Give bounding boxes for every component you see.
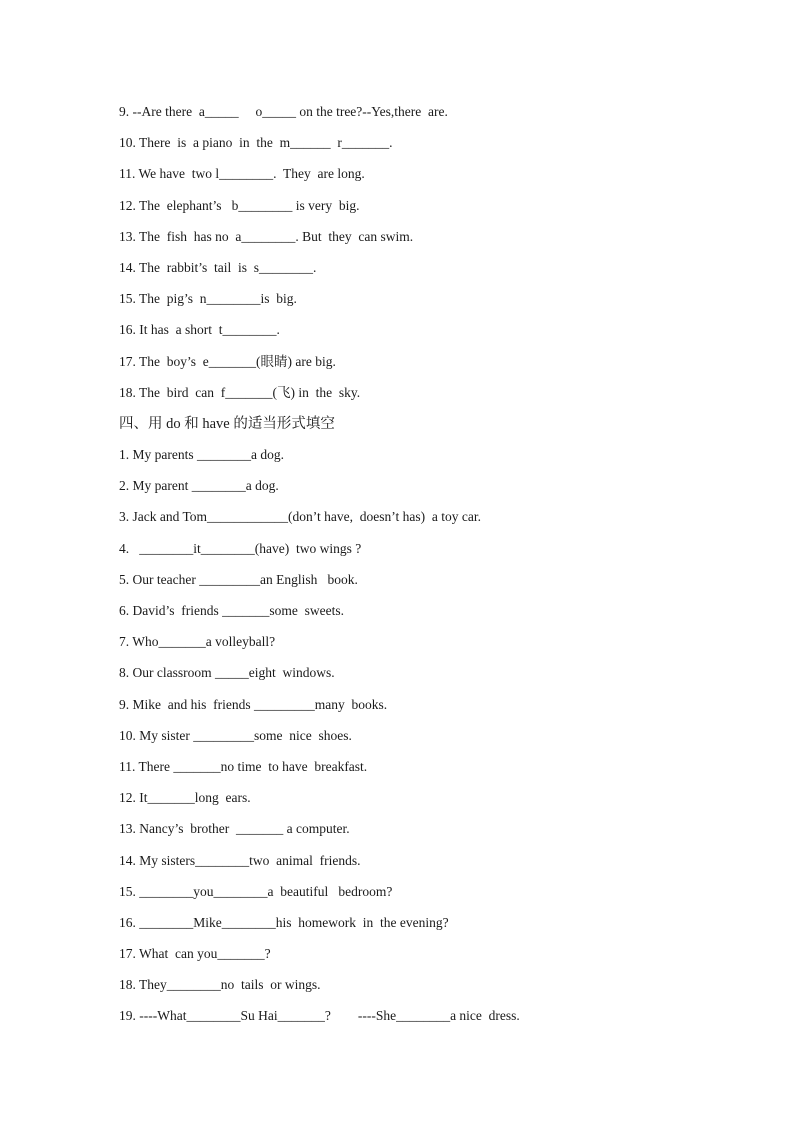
fill-blank-q9: 9. Mike and his friends _________many books. <box>119 696 388 712</box>
exercise-line-q11: 11. We have two l________. They are long. <box>119 166 365 182</box>
fill-blank-q2: 2. My parent ________a dog. <box>119 478 279 494</box>
fill-blank-q10: 10. My sister _________some nice shoes. <box>119 727 352 743</box>
fill-blank-q1: 1. My parents ________a dog. <box>119 447 284 463</box>
exercise-line-q14: 14. The rabbit’s tail is s________. <box>119 259 317 275</box>
exercise-line-q10: 10. There is a piano in the m______ r_______. <box>119 135 393 151</box>
fill-blank-q17: 17. What can you_______? <box>119 946 271 962</box>
exercise-line-q12: 12. The elephant’s b________ is very big. <box>119 197 360 213</box>
fill-blank-q5: 5. Our teacher _________an English book. <box>119 571 358 587</box>
fill-blank-q11: 11. There _______no time to have breakfast. <box>119 758 368 774</box>
fill-blank-q4: 4. ________it________(have) two wings ? <box>119 540 362 556</box>
exercise-line-q15: 15. The pig’s n________is big. <box>119 291 297 307</box>
exercise-line-q17: 17. The boy’s e_______(眼睛) are big. <box>119 353 336 369</box>
fill-blank-q16: 16. ________Mike________his homework in the evening? <box>119 914 449 930</box>
exercise-line-q9: 9. --Are there a_____ o_____ on the tree?--Yes,there are. <box>119 104 448 119</box>
fill-blank-q8: 8. Our classroom _____eight windows. <box>119 665 335 681</box>
exercise-line-q16: 16. It has a short t________. <box>119 322 280 338</box>
fill-blank-q3: 3. Jack and Tom____________(don’t have, doesn’t has) a toy car. <box>119 509 481 525</box>
exercise-line-q18: 18. The bird can f_______(飞) in the sky. <box>119 384 361 400</box>
fill-blank-q18: 18. They________no tails or wings. <box>119 977 321 993</box>
section-heading: 四、用 do 和 have 的适当形式填空 <box>119 415 335 432</box>
fill-blank-q19: 19. ----What________Su Hai_______? ----She________a nice dress. <box>119 1008 520 1024</box>
fill-blank-q12: 12. It_______long ears. <box>119 790 251 806</box>
worksheet-page <box>119 101 759 1037</box>
fill-blank-q13: 13. Nancy’s brother _______ a computer. <box>119 821 350 837</box>
fill-blank-q7: 7. Who_______a volleyball? <box>119 634 276 650</box>
fill-blank-q6: 6. David’s friends _______some sweets. <box>119 603 344 618</box>
exercise-line-q13: 13. The fish has no a________. But they can swim. <box>119 228 414 244</box>
fill-blank-q14: 14. My sisters________two animal friends. <box>119 852 361 868</box>
fill-blank-q15: 15. ________you________a beautiful bedroom? <box>119 883 393 899</box>
